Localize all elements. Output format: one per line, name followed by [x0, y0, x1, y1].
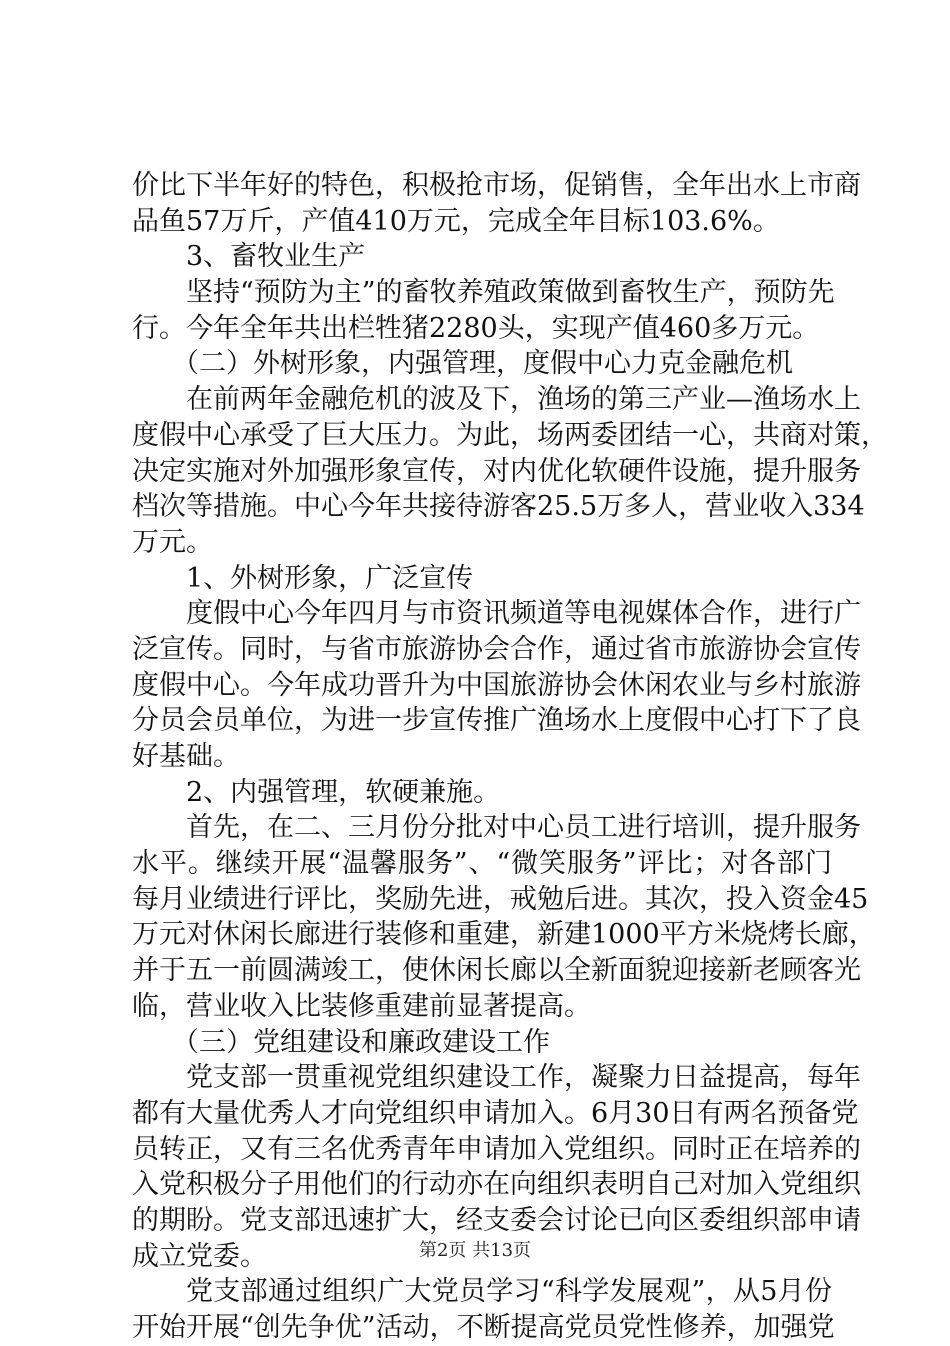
text-line: 入党积极分子用他们的行动亦在向组织表明自己对加入党组织 — [132, 1169, 861, 1201]
text-line: 2、内强管理，软硬兼施。 — [186, 776, 501, 808]
text-line: 员转正，又有三名优秀青年申请加入党组织。同时正在培养的 — [132, 1133, 861, 1165]
page-footer — [0, 1236, 950, 1262]
text-line: 党支部一贯重视党组织建设工作，凝聚力日益提高，每年 — [186, 1062, 861, 1094]
text-line: 党支部通过组织广大党员学习“科学发展观”，从5月份 — [186, 1276, 832, 1308]
text-line: 分员会员单位，为进一步宣传推广渔场水上度假中心打下了良 — [132, 705, 861, 737]
text-line: 并于五一前圆满竣工，使休闲长廊以全新面貌迎接新老顾客光 — [132, 955, 861, 987]
text-line: 都有大量优秀人才向党组织申请加入。6月30日有两名预备党 — [132, 1097, 859, 1129]
text-line: 品鱼57万斤，产值410万元，完成全年目标103.6%。 — [132, 205, 780, 237]
text-line: 决定实施对外加强形象宣传，对内优化软硬件设施，提升服务 — [132, 455, 861, 487]
text-line: 万元。 — [132, 526, 213, 558]
text-line: 度假中心承受了巨大压力。为此，场两委团结一心，共商对策， — [132, 419, 888, 451]
text-line: 档次等措施。中心今年共接待游客25.5万多人，营业收入334 — [132, 491, 865, 523]
text-line: 泛宣传。同时，与省市旅游协会合作，通过省市旅游协会宣传 — [132, 633, 861, 665]
text-line: 万元对休闲长廊进行装修和重建，新建1000平方米烧烤长廊， — [132, 919, 876, 951]
document-body — [132, 168, 888, 1346]
text-line: 行。今年全年共出栏牲猪2280头，实现产值460多万元。 — [132, 312, 820, 344]
text-line: 坚持“预防为主”的畜牧养殖政策做到畜牧生产，预防先 — [186, 277, 835, 309]
text-line: 价比下半年好的特色，积极抢市场，促销售，全年出水上市商 — [132, 170, 861, 201]
text-line: 度假中心。今年成功晋升为中国旅游协会休闲农业与乡村旅游 — [132, 669, 861, 701]
text-line: 好基础。 — [132, 741, 240, 772]
text-line: 临，营业收入比装修重建前显著提高。 — [132, 990, 591, 1022]
text-line: 每月业绩进行评比，奖励先进，戒勉后进。其次，投入资金45 — [132, 883, 869, 915]
text-line: 度假中心今年四月与市资讯频道等电视媒体合作，进行广 — [186, 598, 861, 630]
page-number: 第2页 共13页 — [418, 1240, 532, 1261]
text-line: （二）外树形象，内强管理，度假中心力克金融危机 — [172, 348, 793, 380]
text-line: 在前两年金融危机的波及下，渔场的第三产业—渔场水上 — [186, 384, 861, 416]
text-line: 水平。继续开展“温馨服务”、“微笑服务”评比；对各部门 — [132, 848, 832, 880]
text-line: 首先，在二、三月份分批对中心员工进行培训，提升服务 — [186, 812, 861, 844]
text-line: 3、畜牧业生产 — [186, 241, 366, 273]
text-line: 开始开展“创先争优”活动，不断提高党员党性修养，加强党 — [132, 1312, 835, 1343]
text-line: 成立党委。 — [132, 1240, 267, 1272]
text-line: （三）党组建设和廉政建设工作 — [172, 1026, 550, 1058]
text-line: 的期盼。党支部迅速扩大，经支委会讨论已向区委组织部申请 — [132, 1204, 861, 1236]
text-line: 1、外树形象，广泛宣传 — [186, 562, 474, 594]
